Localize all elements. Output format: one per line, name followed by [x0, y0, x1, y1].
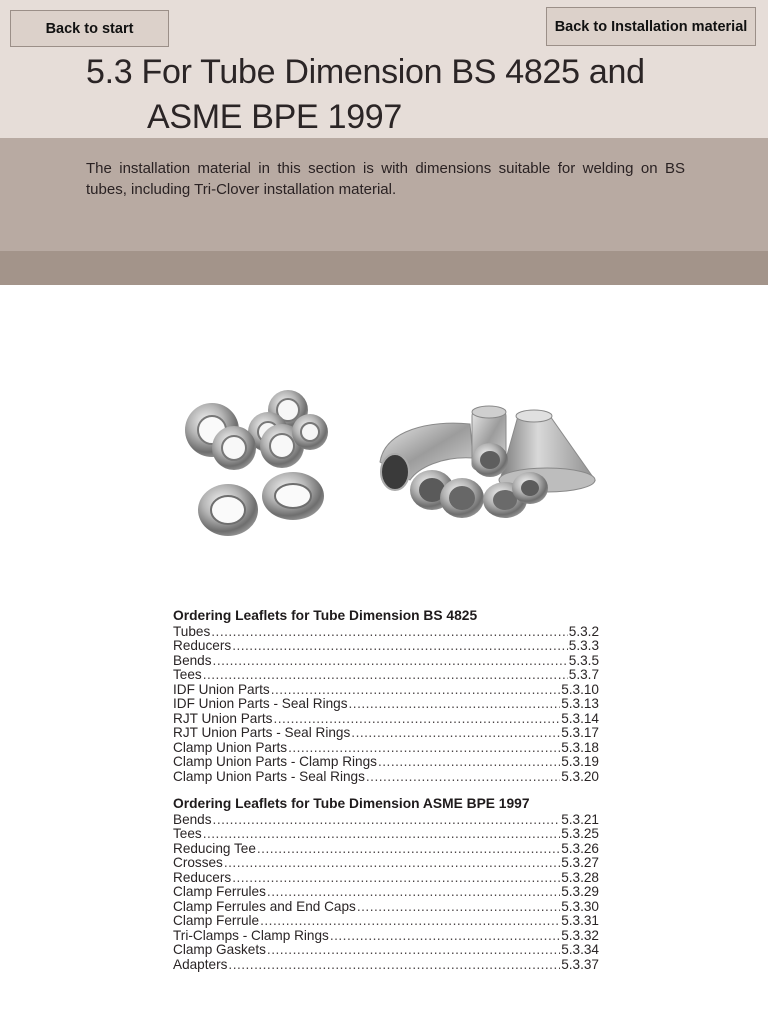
toc-label: Tubes [173, 623, 211, 639]
page-title-line-1: 5.3 For Tube Dimension BS 4825 and [86, 53, 645, 91]
bs4825-leaflets-section [173, 609, 599, 784]
toc-row[interactable] [173, 885, 599, 900]
toc-label: RJT Union Parts [173, 710, 273, 726]
toc-row[interactable] [173, 929, 599, 944]
toc-page: 5.3.28 [561, 869, 599, 885]
toc-label: Clamp Ferrules and End Caps [173, 898, 356, 914]
section-title: Ordering Leaflets for Tube Dimension BS 4825 [173, 608, 478, 623]
toc-row[interactable] [173, 856, 599, 871]
toc-leader [273, 712, 560, 727]
toc-row[interactable] [173, 770, 599, 785]
toc-page: 5.3.10 [561, 681, 599, 697]
page-title [86, 50, 726, 140]
toc-label: Tees [173, 667, 202, 682]
toc-row[interactable] [173, 900, 599, 915]
back-to-installation-material-button[interactable]: Back to Installation material [546, 7, 756, 46]
toc-leader [288, 741, 560, 756]
toc-page: 5.3.32 [561, 927, 599, 943]
toc-row[interactable] [173, 625, 599, 640]
toc-leader [257, 842, 560, 857]
toc-label: Bends [173, 652, 212, 668]
toc-leader [267, 943, 560, 958]
asme-bpe-leaflets-section [173, 797, 599, 972]
toc-row[interactable] [173, 813, 599, 828]
toc-page: 5.3.17 [561, 725, 599, 740]
toc-label: Clamp Gaskets [173, 942, 266, 957]
toc-page: 5.3.25 [561, 826, 599, 841]
fittings-photo [170, 380, 610, 550]
toc-page: 5.3.3 [568, 638, 599, 653]
toc-label: Crosses [173, 855, 223, 870]
toc-row[interactable] [173, 871, 599, 886]
bends-tubes-reducers-group [380, 406, 595, 518]
intro-text: The installation material in this section is with dimensions suitable for welding on BS tubes, including Tri-Clover installation material. [86, 160, 685, 198]
toc-page: 5.3.18 [561, 739, 599, 755]
toc-row[interactable] [173, 943, 599, 958]
toc-leader [232, 639, 568, 654]
toc-page: 5.3.26 [561, 840, 599, 856]
toc-page: 5.3.2 [568, 623, 599, 639]
page-title-line-2: ASME BPE 1997 [147, 98, 403, 136]
toc-leader [213, 813, 561, 828]
toc-label: IDF Union Parts - Seal Rings [173, 696, 348, 711]
toc-leader [232, 871, 560, 886]
toc-row[interactable] [173, 842, 599, 857]
toc-page: 5.3.29 [561, 884, 599, 899]
toc-label: Adapters [173, 956, 228, 972]
toc-leader [224, 856, 560, 871]
toc-row[interactable] [173, 914, 599, 929]
toc-leader [203, 668, 568, 683]
toc-label: IDF Union Parts [173, 681, 270, 697]
toc-page: 5.3.19 [561, 754, 599, 769]
toc-label: Clamp Ferrules [173, 884, 266, 899]
toc-leader [260, 914, 560, 929]
toc-leader [366, 770, 560, 785]
toc-row[interactable] [173, 958, 599, 973]
toc-leader [267, 885, 560, 900]
toc-leader [378, 755, 560, 770]
toc-row[interactable] [173, 726, 599, 741]
toc-label: Clamp Ferrule [173, 913, 260, 928]
toc-leader [228, 958, 560, 973]
toc-row[interactable] [173, 741, 599, 756]
lower-band [0, 251, 768, 285]
toc-label: Bends [173, 811, 212, 827]
toc-label: Clamp Union Parts - Clamp Rings [173, 754, 377, 769]
toc-row[interactable] [173, 712, 599, 727]
union-nuts-group [185, 390, 328, 536]
toc-leader [351, 726, 560, 741]
toc-row[interactable] [173, 827, 599, 842]
toc-label: Tri-Clamps - Clamp Rings [173, 927, 329, 943]
toc-leader [349, 697, 561, 712]
toc-label: RJT Union Parts - Seal Rings [173, 725, 351, 740]
toc-page: 5.3.5 [568, 652, 599, 668]
toc-row[interactable] [173, 668, 599, 683]
toc-label: Clamp Union Parts [173, 739, 288, 755]
toc-leader [271, 683, 561, 698]
toc-leader [211, 625, 567, 640]
toc-row[interactable] [173, 639, 599, 654]
toc-page: 5.3.20 [561, 768, 599, 784]
toc-page: 5.3.7 [568, 667, 599, 682]
toc-page: 5.3.37 [561, 956, 599, 972]
toc-leader [213, 654, 568, 669]
toc-label: Clamp Union Parts - Seal Rings [173, 768, 365, 784]
toc-label: Reducers [173, 638, 232, 653]
toc-label: Reducers [173, 869, 232, 885]
toc-leader [203, 827, 560, 842]
toc-page: 5.3.30 [561, 898, 599, 914]
toc-row[interactable] [173, 683, 599, 698]
toc-page: 5.3.21 [561, 811, 599, 827]
toc-row[interactable] [173, 697, 599, 712]
toc-page: 5.3.14 [561, 710, 599, 726]
toc-page: 5.3.31 [561, 913, 599, 928]
toc-page: 5.3.27 [561, 855, 599, 870]
toc-label: Tees [173, 826, 202, 841]
toc-leader [330, 929, 560, 944]
toc-row[interactable] [173, 755, 599, 770]
toc-page: 5.3.13 [561, 696, 599, 711]
toc-row[interactable] [173, 654, 599, 669]
toc-page: 5.3.34 [561, 942, 599, 957]
back-to-start-button[interactable]: Back to start [10, 10, 169, 47]
section-title: Ordering Leaflets for Tube Dimension ASME BPE 1997 [173, 796, 530, 811]
toc-label: Reducing Tee [173, 840, 256, 856]
toc-leader [357, 900, 560, 915]
